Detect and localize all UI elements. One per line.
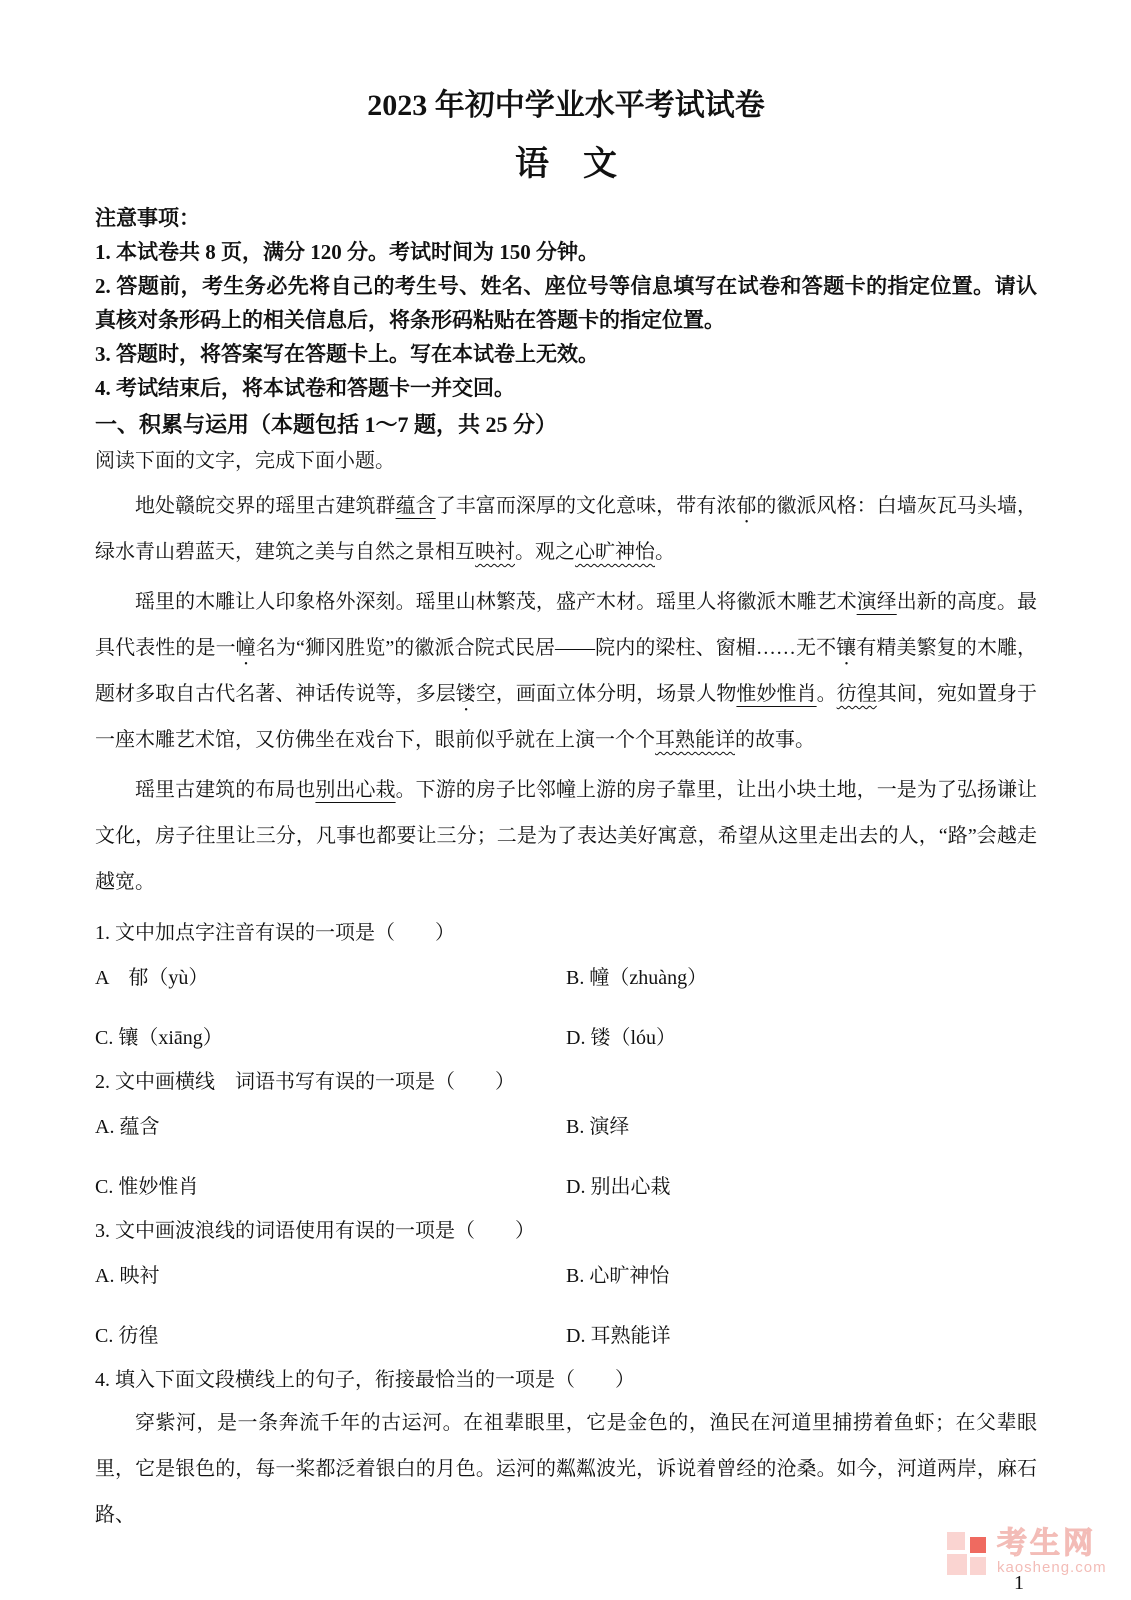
passage-paragraph: 瑶里的木雕让人印象格外深刻。瑶里山林繁茂，盛产木材。瑶里人将徽派木雕艺术演绎出新的高度。最具代表性的是一幢名为“狮冈胜览”的徽派合院式民居——院内的梁柱、窗楣……无不镶有精美繁复的木雕，题材多取自古代名著、神话传说等，多层镂空，画面立体分明，场景人物惟妙惟肖。彷徨其间，宛如置身于一座木雕艺术馆，又仿佛坐在戏台下，眼前似乎就在上演一个个耳熟能详的故事。 — [95, 591, 1038, 752]
notice-item: 1. 本试卷共 8 页，满分 120 分。考试时间为 150 分钟。 — [95, 240, 599, 265]
question-3-options — [95, 1260, 1037, 1352]
option-item: C. 彷徨 — [95, 1325, 159, 1348]
question-4-stem: 4. 填入下面文段横线上的句子，衔接最恰当的一项是（ ） — [95, 1369, 635, 1392]
passage-paragraph: 地处赣皖交界的瑶里古建筑群蕴含了丰富而深厚的文化意味，带有浓郁的徽派风格：白墙灰瓦马头墙，绿水青山碧蓝天，建筑之美与自然之景相互映衬。观之心旷神怡。 — [95, 495, 1038, 564]
notice-item: 4. 考试结束后，将本试卷和答题卡一并交回。 — [95, 376, 515, 401]
question-4-passage: 穿紫河，是一条奔流千年的古运河。在祖辈眼里，它是金色的，渔民在河道里捕捞着鱼虾；在父辈眼里，它是银色的，每一桨都泛着银白的月色。运河的粼粼波光，诉说着曾经的沧桑。如今，河道两岸，麻石路、 — [95, 1412, 1037, 1527]
exam-content — [95, 86, 1037, 1538]
option-item: A. 映衬 — [95, 1265, 160, 1288]
question-1-stem: 1. 文中加点字注音有误的一项是（ ） — [95, 922, 455, 945]
option-item: B. 幢（zhuàng） — [566, 967, 708, 990]
question-2-options — [95, 1111, 1037, 1203]
logo-square — [970, 1557, 986, 1575]
page-number: 1 — [1014, 1572, 1024, 1594]
section-heading: 一、积累与运用（本题包括 1～7 题，共 25 分） — [95, 412, 558, 438]
notices-header: 注意事项： — [95, 206, 200, 231]
subject-title: 语 文 — [515, 146, 617, 183]
option-item: D. 耳熟能详 — [566, 1325, 671, 1348]
option-item: C. 惟妙惟肖 — [95, 1176, 199, 1199]
logo-square — [970, 1537, 986, 1553]
option-item: A. 蕴含 — [95, 1116, 160, 1139]
option-item: D. 镂（lóu） — [566, 1027, 676, 1050]
watermark — [947, 1527, 1117, 1582]
question-2-stem: 2. 文中画横线 词语书写有误的一项是（ ） — [95, 1071, 515, 1094]
notice-item: 3. 答题时，将答案写在答题卡上。写在本试卷上无效。 — [95, 342, 599, 367]
option-item: A 郁（yù） — [95, 967, 209, 990]
option-item: B. 演绎 — [566, 1116, 630, 1139]
page-title: 2023 年初中学业水平考试试卷 — [367, 89, 765, 122]
question-3-stem: 3. 文中画波浪线的词语使用有误的一项是（ ） — [95, 1220, 535, 1243]
watermark-site-url: kaosheng.com — [997, 1559, 1107, 1576]
watermark-site-name: 考生网 — [997, 1527, 1096, 1560]
option-item: B. 心旷神怡 — [566, 1265, 670, 1288]
passage-paragraph: 瑶里古建筑的布局也别出心栽。下游的房子比邻幢上游的房子靠里，让出小块土地，一是为了弘扬谦让文化，房子往里让三分，凡事也都要让三分；二是为了表达美好寓意，希望从这里走出去的人，“路”会越走越宽。 — [95, 779, 1038, 894]
reading-intro: 阅读下面的文字，完成下面小题。 — [95, 450, 395, 473]
question-1-options — [95, 962, 1037, 1054]
notice-item: 2. 答题前，考生务必先将自己的考生号、姓名、座位号等信息填写在试卷和答题卡的指定位置。请认真核对条形码上的相关信息后，将条形码粘贴在答题卡的指定位置。 — [95, 274, 1037, 333]
option-item: D. 别出心栽 — [566, 1176, 671, 1199]
option-item: C. 镶（xiāng） — [95, 1027, 223, 1050]
kaosheng-logo-icon — [947, 1530, 989, 1578]
watermark-text — [997, 1528, 1107, 1576]
logo-square — [947, 1532, 965, 1550]
logo-square — [947, 1554, 967, 1575]
